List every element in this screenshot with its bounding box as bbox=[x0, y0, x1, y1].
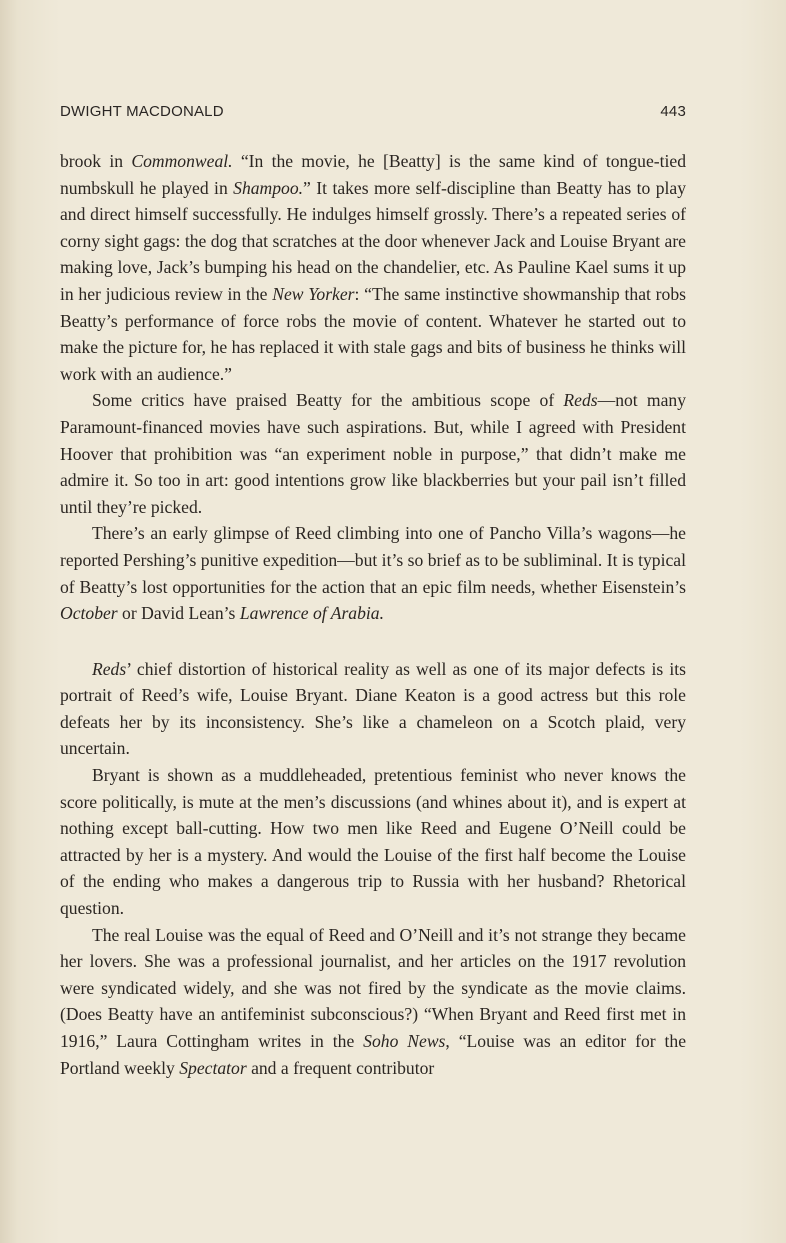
italic-title: October bbox=[60, 603, 118, 624]
paragraph bbox=[60, 922, 686, 1082]
text-run: Some critics have praised Beatty for the ambitious scope of bbox=[92, 390, 564, 411]
italic-title: Lawrence of Arabia. bbox=[239, 603, 384, 624]
italic-title: Commonweal. bbox=[131, 151, 233, 171]
running-head-author: DWIGHT MACDONALD bbox=[60, 103, 224, 120]
running-header bbox=[60, 103, 686, 125]
text-run: ” It takes more self-discipline than Beatty has to play and direct himself successfully. He indulges himself grossly. There’s a repeated series of corny sight gags: the dog that scratches at the door whenever Jack and Louise Bryant are making love, Jack’s bumping his head on the chandelier, etc. As Pauline Kael sums it up in her judicious review in the bbox=[60, 177, 686, 304]
text-run: : “The same instinctive showmanship that robs Beatty’s performance of force robs the movie of content. Whatever he started out to make the picture for, he has replaced it with stale gags and bits of business he thinks will work with an audience.” bbox=[60, 283, 686, 384]
page-number: 443 bbox=[660, 103, 686, 120]
italic-title: Shampoo. bbox=[233, 177, 304, 198]
text-run: brook in bbox=[60, 151, 132, 171]
text-run: and a frequent contributor bbox=[246, 1057, 435, 1078]
body-text bbox=[60, 148, 686, 1081]
paragraph bbox=[60, 520, 686, 626]
text-run: “In the movie, he [Beatty] is the same kind of tongue-tied numbskull he played in bbox=[60, 151, 686, 198]
text-run: Bryant is shown as a muddleheaded, pretentious feminist who never knows the score politically, is mute at the men’s discussions (and whines about it), and is expert at nothing except ball-cutting. How two men like Reed and Eugene O’Neill could be attracted by her is a mystery. And would the Louise of the first half become the Louise of the ending who makes a dangerous trip to Russia with her husband? Rhetorical question. bbox=[60, 765, 686, 919]
text-run: —not many Paramount-financed movies have such aspirations. But, while I agreed with President Hoover that prohibition was “an experiment noble in purpose,” that didn’t make me admire it. So too in art: good intentions grow like blackberries but your pail isn’t filled until they’re picked. bbox=[60, 390, 687, 517]
text-run: The real Louise was the equal of Reed and O’Neill and it’s not strange they became her lovers. She was a professional journalist, and her articles on the 1917 revolution were syndicated widely, and she was not fired by the syndicate as the movie claims. (Does Beatty have an antifeminist subconscious?) “When Bryant and Reed first met in 1916,” Laura Cottingham writes in the bbox=[60, 924, 686, 1051]
italic-title: Reds bbox=[92, 658, 127, 679]
text-run: , “Louise was an editor for the Portland weekly bbox=[60, 1031, 687, 1078]
italic-title: Soho News bbox=[363, 1031, 446, 1051]
paragraph bbox=[60, 148, 686, 387]
italic-title: Spectator bbox=[179, 1057, 247, 1078]
text-run: or David Lean’s bbox=[117, 603, 240, 624]
text-run: ’ chief distortion of historical reality as well as one of its major defects is its portrait of Reed’s wife, Louise Bryant. Diane Keaton is a good actress but this role defeats her by its inconsistency. She’s like a chameleon on a Scotch plaid, very uncertain. bbox=[60, 658, 686, 759]
italic-title: Reds bbox=[563, 390, 598, 411]
paragraph bbox=[60, 762, 686, 922]
italic-title: New Yorker bbox=[272, 283, 355, 304]
paragraph bbox=[60, 656, 686, 762]
paragraph bbox=[60, 387, 686, 520]
text-run: There’s an early glimpse of Reed climbing into one of Pancho Villa’s wagons—he reported Pershing’s punitive expedition—but it’s so brief as to be subliminal. It is typical of Beatty’s lost opportunities for the action that an epic film needs, whether Eisenstein’s bbox=[60, 523, 686, 597]
